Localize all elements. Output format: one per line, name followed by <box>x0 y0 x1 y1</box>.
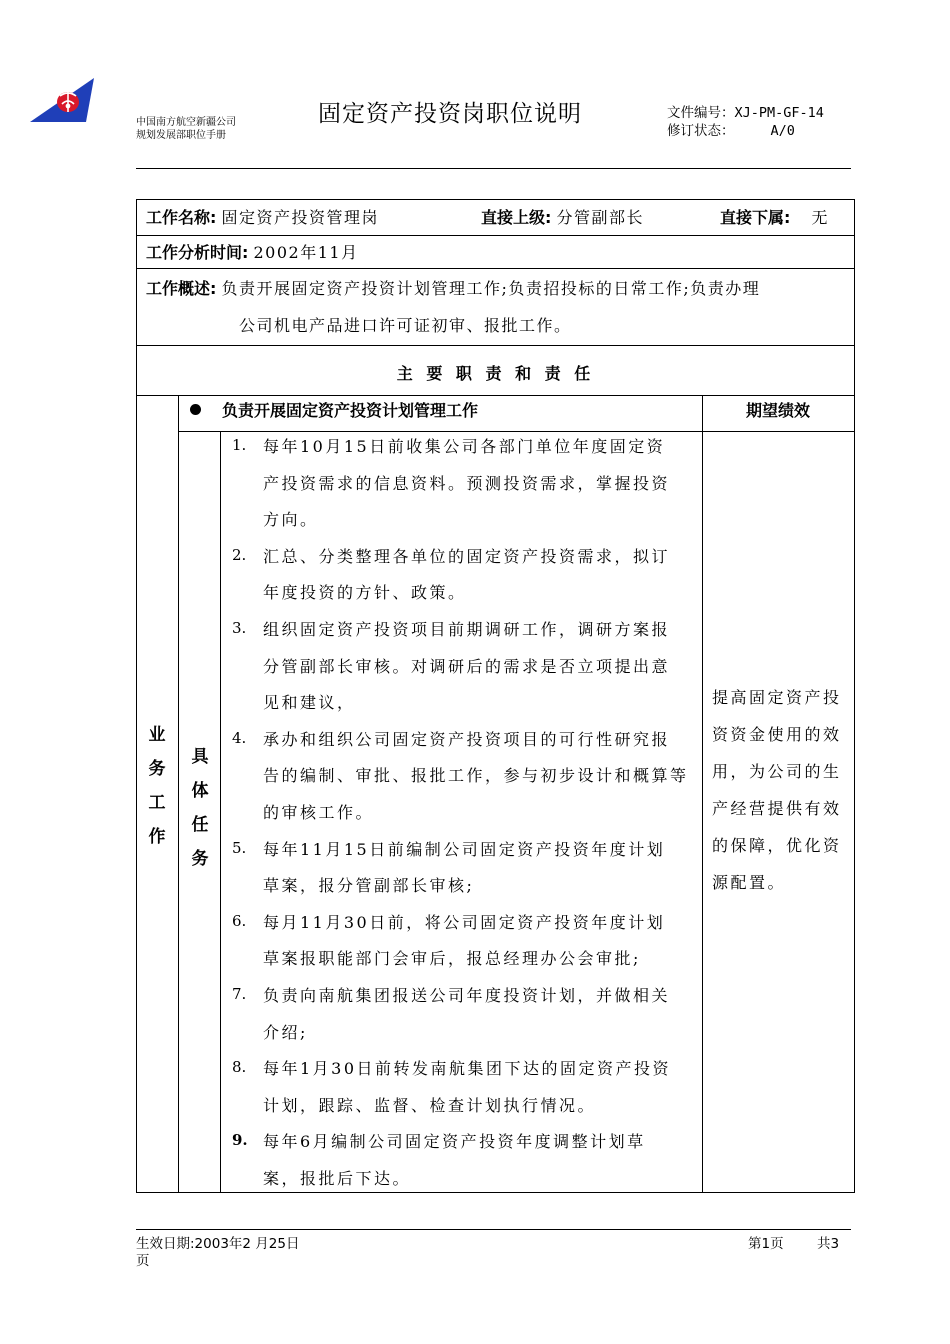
section-title: 主 要 职 责 和 责 任 <box>396 364 595 383</box>
task-line: 介绍; <box>263 1022 308 1042</box>
doc-no-label: 文件编号： <box>667 105 735 121</box>
task-line: 每年6月编制公司固定资产投资年度调整计划草 <box>263 1132 646 1152</box>
subordinate-field <box>720 205 828 228</box>
page-title: 固定资产投资岗职位说明 <box>318 101 582 127</box>
effective-date: 生效日期:2003年2 月25日 <box>136 1236 300 1252</box>
task-line: 组织固定资产投资项目前期调研工作，调研方案报 <box>263 620 671 639</box>
task-line: 告的编制、审批、报批工作，参与初步设计和概算等 <box>263 766 689 786</box>
subordinate: 无 <box>811 208 828 227</box>
task-number: 3. <box>232 619 247 637</box>
page-total: 共3 <box>817 1236 840 1252</box>
task-line: 草案，报分管副部长审核; <box>263 876 475 896</box>
task-line: 每年11月15日前编制公司固定资产投资年度计划 <box>263 839 666 859</box>
task-line: 每月11月30日前，将公司固定资产投资年度计划 <box>263 912 666 932</box>
task-line: 每年1月30日前转发南航集团下达的固定资产投资 <box>263 1059 672 1079</box>
task-number: 7. <box>232 985 247 1003</box>
superior-field <box>481 205 644 228</box>
task-number: 1. <box>232 436 247 454</box>
task-line: 分管副部长审核。对调研后的需求是否立项提出意 <box>263 656 671 676</box>
duty-title: 负责开展固定资产投资计划管理工作 <box>222 401 479 420</box>
task-line: 每年10月15日前收集公司各部门单位年度固定资 <box>263 437 666 456</box>
company-line-1: 中国南方航空新疆公司 <box>136 117 236 128</box>
category-char: 工 <box>148 793 166 813</box>
task-line: 承办和组织公司固定资产投资项目的可行性研究报 <box>263 729 671 749</box>
performance-text <box>712 679 850 901</box>
analysis-time: 2002年11月 <box>253 243 359 262</box>
summary-label: 工作概述: <box>146 279 217 298</box>
job-name-field <box>146 205 379 228</box>
task-line: 产投资需求的信息资料。预测投资需求，掌握投资 <box>263 473 671 493</box>
task-number: 2. <box>232 545 247 564</box>
task-line: 案，报批后下达。 <box>263 1169 412 1188</box>
performance-line: 源配置。 <box>712 873 787 892</box>
category-char: 作 <box>148 827 166 847</box>
performance-line: 产经营提供有效 <box>712 799 842 818</box>
performance-line: 提高固定资产投 <box>712 688 842 707</box>
performance-header: 期望绩效 <box>745 401 810 420</box>
bullet-icon <box>190 404 201 415</box>
analysis-time-label: 工作分析时间: <box>146 243 249 262</box>
task-number: 4. <box>232 728 247 747</box>
summary-line-2: 公司机电产品进口许可证初审、报批工作。 <box>239 316 572 335</box>
task-number: 6. <box>232 911 247 930</box>
footer-divider <box>136 1229 851 1230</box>
performance-line: 资资金使用的效 <box>712 725 842 744</box>
subcategory-char: 具 <box>191 747 209 767</box>
performance-line: 用，为公司的生 <box>712 762 842 781</box>
task-line: 计划，跟踪、监督、检查计划执行情况。 <box>263 1095 597 1115</box>
subcategory-char: 务 <box>191 849 209 869</box>
job-name: 固定资产投资管理岗 <box>221 208 380 227</box>
task-line: 年度投资的方针、政策。 <box>263 583 467 603</box>
superior-label: 直接上级: <box>481 208 552 227</box>
subcategory-label <box>188 740 212 876</box>
revision-label: 修订状态： <box>667 123 735 139</box>
category-char: 务 <box>148 759 166 779</box>
page-number: 第1页 <box>748 1236 784 1252</box>
task-line: 汇总、分类整理各单位的固定资产投资需求，拟订 <box>263 546 671 566</box>
task-line: 的审核工作。 <box>263 803 375 822</box>
task-line: 方向。 <box>263 510 319 530</box>
summary-line-1: 负责开展固定资产投资计划管理工作;负责招投标的日常工作;负责办理 <box>221 279 761 298</box>
company-line-2: 规划发展部职位手册 <box>136 130 226 141</box>
subordinate-label: 直接下属: <box>720 208 791 227</box>
performance-line: 的保障，优化资 <box>712 836 842 855</box>
superior: 分管副部长 <box>556 208 645 227</box>
task-number: 8. <box>232 1058 247 1077</box>
analysis-time-field <box>146 240 359 263</box>
doc-no: XJ-PM-GF-14 <box>734 105 824 121</box>
task-line: 见和建议， <box>263 693 356 713</box>
subcategory-char: 体 <box>191 781 209 801</box>
job-name-label: 工作名称: <box>146 208 217 227</box>
task-number: 5. <box>232 838 247 857</box>
page-total-cont: 页 <box>136 1253 150 1269</box>
summary-field <box>146 276 760 299</box>
revision: A/0 <box>770 123 795 139</box>
task-line: 负责向南航集团报送公司年度投资计划，并做相关 <box>263 986 671 1005</box>
task-number: 9. <box>232 1131 248 1150</box>
category-char: 业 <box>148 725 166 745</box>
subcategory-char: 任 <box>191 815 209 835</box>
category-label <box>145 718 169 854</box>
task-line: 草案报职能部门会审后，报总经理办公会审批; <box>263 949 641 969</box>
